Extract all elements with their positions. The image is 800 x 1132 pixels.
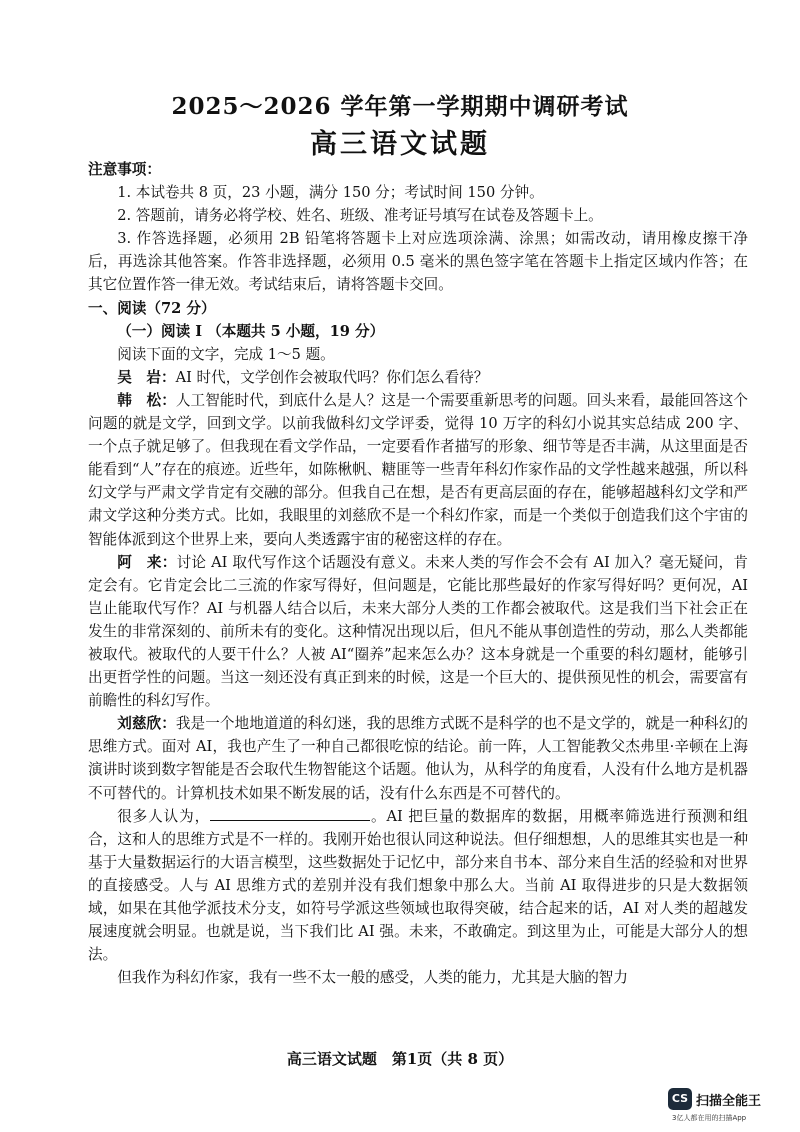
part-title: （一）阅读 I （本题共 5 小题，19 分） <box>117 322 385 340</box>
paragraph-last: 但我作为科幻作家，我有一些不太一般的感受，人类的能力，尤其是大脑的智力 <box>117 969 628 987</box>
exam-body <box>88 158 748 989</box>
speech-text: 人工智能时代，到底什么是人？这是一个需要重新思考的问题。回头来看，最能回答这个问题的就是文学，回到文学。以前我做科幻文学评委，觉得 10 万字的科幻小说其实总结成 200 字、一个点子就足够了。但我现在看文学作品，一定要看作者描写的形象、细节等是否丰满，从这里面是否能看到“人”存在的痕迹。近些年，如陈楸帆、糖匪等一些青年科幻作家作品的文学性越来越强，所以科幻文学与严肃文学肯定有交融的部分。但我自己在想，是否有更高层面的存在，能够超越科幻文学和严肃文学这种分类方式。比如，我眼里的刘慈欣不是一个科幻作家，而是一个类似于创造我们这个宇宙的智能体派到这个世界上来，要向人类透露宇宙的秘密这样的存在。 <box>88 391 748 548</box>
page-footer: 高三语文试题 第1页（共 8 页） <box>286 1050 514 1068</box>
scanner-watermark <box>668 1088 790 1124</box>
blank-prefix: 很多人认为， <box>117 807 211 825</box>
paragraph-with-blank <box>88 805 748 967</box>
dialogue-a-lai <box>88 551 748 713</box>
watermark-name: 扫描全能王 <box>696 1094 762 1109</box>
speaker-label: 刘慈欣： <box>117 715 176 733</box>
speaker-label: 吴 岩： <box>117 368 176 386</box>
speech-text: AI 时代，文学创作会被取代吗？你们怎么看待？ <box>175 368 489 386</box>
notice-heading: 注意事项： <box>88 161 161 178</box>
blank-suffix: 。AI 把巨量的数据库的数据，用概率筛选进行预测和组合，这和人的思维方式是不一样的。我刚开始也很认同这种说法。但仔细想想，人的思维其实也是一种基于大量数据运行的大语言模型，这些数据处于记忆中，部分来自书本、部分来自生活的经验和对世界的直接感受。人与 AI 思维方式的差别并没有我们想象中那么大。当前 AI 取得进步的只是大数据领域，如果在其他学派技术分支，如符号学派这些领域也取得突破，结合起来的话，AI 对人类的超越发展速度就会明显。也就是说，当下我们比 AI 强。未来，不敢确定。到这里为止，可能是大部分人的想法。 <box>88 807 748 964</box>
dialogue-han-song <box>88 389 748 551</box>
exam-title: 2025～2026 学年第一学期期中调研考试 <box>171 93 629 120</box>
notice-item-1: 1. 本试卷共 8 页，23 小题，满分 150 分；考试时间 150 分钟。 <box>117 184 544 202</box>
fill-in-blank <box>210 806 370 821</box>
dialogue-liu-cixin <box>88 712 748 804</box>
speech-text: 讨论 AI 取代写作这个话题没有意义。未来人类的写作会不会有 AI 加入？毫无疑问，肯定会有。它肯定会比二三流的作家写得好，但问题是，它能比那些最好的作家写得好吗？更何况，AI 岂止能取代写作？AI 与机器人结合以后，未来大部分人类的工作都会被取代。这是我们当下社会正在发生的非常深刻的、前所未有的变化。这种情况出现以后，但凡不能从事创造性的劳动，那么人类都能被取代。被取代的人要干什么？人被 AI“圈养”起来怎么办？这本身就是一个重要的科幻题材，能够引出更哲学性的问题。当这一刻还没有真正到来的时候，这是一个巨大的、提供预见性的机会，需要富有前瞻性的科幻写作。 <box>88 553 748 710</box>
dialogue-wu-yan <box>88 366 748 389</box>
notice-item-2: 2. 答题前，请务必将学校、姓名、班级、准考证号填写在试卷及答题卡上。 <box>117 207 603 225</box>
exam-subtitle: 高三语文试题 <box>310 129 490 160</box>
speaker-label: 阿 来： <box>117 553 177 571</box>
speech-text: 我是一个地地道道的科幻迷，我的思维方式既不是科学的也不是文学的，就是一种科幻的思维方式。面对 AI，我也产生了一种自己都很吃惊的结论。前一阵，人工智能教父杰弗里·辛顿在上海演讲时谈到数字智能是否会取代生物智能这个话题。他认为，从科学的角度看，人没有什么地方是机器不可替代的。计算机技术如果不断发展的话，没有什么东西是不可替代的。 <box>88 715 748 802</box>
camscanner-logo-icon: CS <box>668 1088 692 1110</box>
speaker-label: 韩 松： <box>117 391 176 409</box>
watermark-tagline: 3亿人都在用的扫描App <box>672 1114 747 1122</box>
notice-item-3: 3. 作答选择题，必须用 2B 铅笔将答题卡上对应选项涂满、涂黑；如需改动，请用橡皮擦干净后，再选涂其他答案。作答非选择题，必须用 0.5 毫米的黑色签字笔在答题卡上指定区域内作答；在其它位置作答一律无效。考试结束后，请将答题卡交回。 <box>88 230 748 294</box>
instruction: 阅读下面的文字，完成 1～5 题。 <box>117 345 335 363</box>
section-title: 一、阅读（72 分） <box>88 299 216 317</box>
